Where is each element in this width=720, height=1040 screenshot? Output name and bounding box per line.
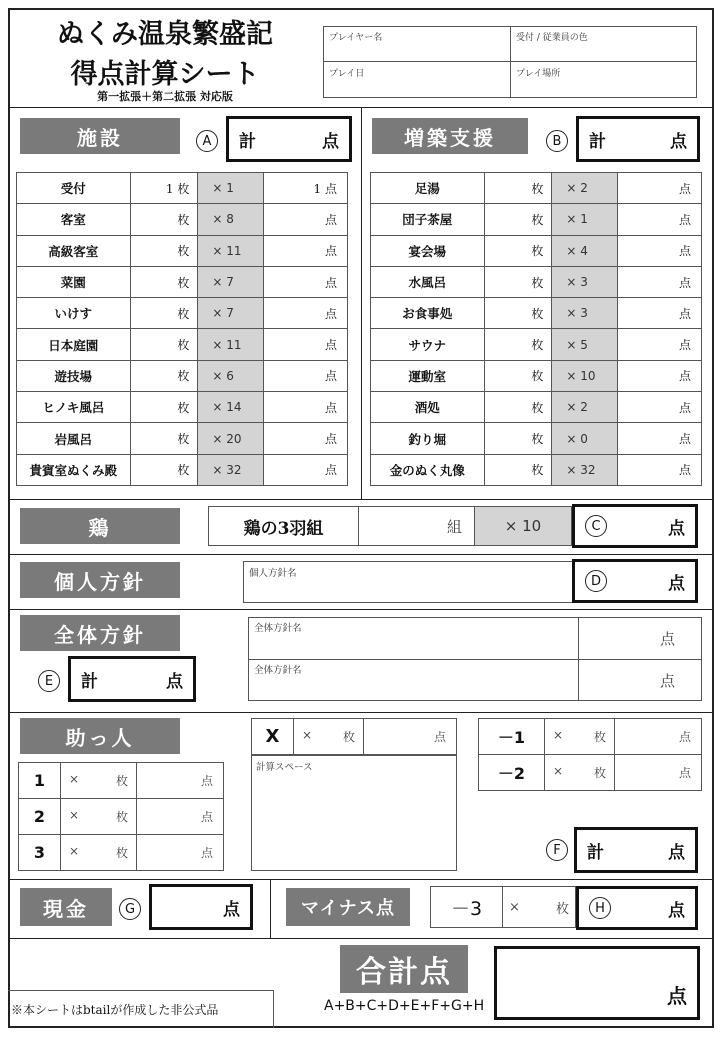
multiplier: × 0: [552, 423, 618, 454]
count-field[interactable]: 枚: [130, 423, 198, 454]
count-field[interactable]: 枚: [484, 329, 552, 360]
points-field[interactable]: 点: [264, 235, 348, 266]
multiplier: × 20: [198, 423, 264, 454]
helper-no: －1: [479, 719, 545, 755]
chicken-header: 鶏: [20, 508, 180, 544]
facilities-table: [16, 172, 348, 486]
overall-policy-header: 全体方針: [20, 615, 180, 651]
facilities-total-box[interactable]: [226, 116, 352, 162]
multiplier: × 11: [198, 329, 264, 360]
count-field[interactable]: 枚: [484, 392, 552, 423]
personal-total-box[interactable]: [572, 559, 698, 603]
multiplier: × 3: [552, 266, 618, 297]
item-name: 水風呂: [371, 266, 485, 297]
overall-points-1[interactable]: 点: [660, 630, 676, 648]
multiplier: × 2: [552, 173, 618, 204]
count-field[interactable]: 枚: [130, 360, 198, 391]
item-name: 貴賓室ぬくみ殿: [17, 454, 131, 485]
multiplier: × 14: [198, 392, 264, 423]
points-field[interactable]: 点: [618, 392, 702, 423]
item-name: 日本庭園: [17, 329, 131, 360]
divider: [8, 712, 714, 713]
helper-count-field[interactable]: [545, 719, 615, 755]
marker-a: A: [196, 130, 218, 152]
times-sign: ×: [69, 844, 80, 858]
points-field[interactable]: 点: [618, 204, 702, 235]
marker-b: B: [546, 130, 568, 152]
subtitle: 第一拡張＋第二拡張 対応版: [97, 90, 233, 103]
divider: [270, 879, 271, 938]
count-unit: 枚: [593, 730, 606, 744]
multiplier: × 10: [552, 360, 618, 391]
multiplier: × 32: [198, 454, 264, 485]
points-field[interactable]: 点: [264, 360, 348, 391]
points-field[interactable]: 点: [618, 360, 702, 391]
item-name: 釣り堀: [371, 423, 485, 454]
total-suffix: 点: [166, 671, 183, 692]
chicken-item: 鶏の3羽組: [209, 507, 359, 545]
helper-points-field[interactable]: 点: [137, 763, 224, 799]
helper-count-field[interactable]: [61, 835, 137, 871]
total-suffix: 点: [668, 518, 685, 539]
count-field[interactable]: 枚: [130, 235, 198, 266]
helpers-header: 助っ人: [20, 718, 180, 754]
grand-total-box[interactable]: [494, 946, 700, 1020]
total-prefix: 計: [81, 671, 98, 692]
expansion-row: [371, 298, 702, 329]
count-field[interactable]: 枚: [130, 454, 198, 485]
count-unit: 枚: [555, 901, 569, 917]
points-field[interactable]: 点: [618, 454, 702, 485]
marker-f: F: [546, 839, 568, 861]
divider: [8, 938, 714, 939]
item-name: サウナ: [371, 329, 485, 360]
points-field[interactable]: 点: [618, 423, 702, 454]
points-field[interactable]: 点: [264, 204, 348, 235]
expansion-row: [371, 423, 702, 454]
points-field[interactable]: 点: [264, 298, 348, 329]
helper-points-field[interactable]: 点: [137, 835, 224, 871]
helper-minus-table: [478, 718, 702, 791]
chicken-multiplier: × 10: [475, 507, 571, 545]
info-divider-v: [510, 26, 511, 98]
helper-row: [479, 755, 702, 791]
overall-divider-v: [578, 617, 579, 701]
facilities-row: [17, 266, 348, 297]
count-field[interactable]: 枚: [484, 235, 552, 266]
count-field[interactable]: 枚: [484, 204, 552, 235]
multiplier: × 3: [552, 298, 618, 329]
total-suffix: 点: [667, 984, 687, 1008]
helper-x-row: [252, 719, 457, 755]
marker-g: G: [119, 898, 141, 920]
expansion-row: [371, 454, 702, 485]
helper-x-points-field[interactable]: 点: [364, 719, 457, 755]
total-suffix: 点: [322, 131, 339, 152]
count-field[interactable]: 枚: [130, 204, 198, 235]
points-field[interactable]: 1 点: [264, 173, 348, 204]
multiplier: × 1: [552, 204, 618, 235]
helper-count-field[interactable]: [61, 763, 137, 799]
overall-policy-name-field-2[interactable]: 全体方針名: [254, 665, 302, 676]
total-prefix: 計: [587, 842, 604, 863]
expansion-total-box[interactable]: [576, 116, 700, 162]
helper-points-field[interactable]: 点: [137, 799, 224, 835]
multiplier: × 11: [198, 235, 264, 266]
count-field[interactable]: 枚: [130, 266, 198, 297]
points-field[interactable]: 点: [618, 266, 702, 297]
helper-no: 2: [19, 799, 61, 835]
overall-points-2[interactable]: 点: [660, 672, 676, 690]
multiplier: × 32: [552, 454, 618, 485]
multiplier: × 4: [552, 235, 618, 266]
minus-three-no: －3: [431, 887, 503, 927]
helper-points-field[interactable]: 点: [615, 755, 702, 791]
overall-divider-h: [248, 659, 702, 660]
item-name: 菜園: [17, 266, 131, 297]
multiplier: × 7: [198, 266, 264, 297]
multiplier: × 7: [198, 298, 264, 329]
personal-policy-name-field[interactable]: 個人方針名: [243, 561, 573, 603]
points-field[interactable]: 点: [618, 329, 702, 360]
expansion-header: 増築支援: [372, 118, 528, 154]
player-name-field[interactable]: プレイヤー名: [329, 33, 383, 43]
item-name: 運動室: [371, 360, 485, 391]
expansion-row: [371, 392, 702, 423]
chicken-total-box[interactable]: [572, 504, 698, 548]
count-field[interactable]: 枚: [130, 329, 198, 360]
expansion-row: [371, 266, 702, 297]
facilities-row: [17, 454, 348, 485]
facilities-row: [17, 360, 348, 391]
count-unit: 枚: [115, 774, 128, 788]
count-unit: 枚: [342, 730, 355, 744]
multiplier: × 8: [198, 204, 264, 235]
count-field[interactable]: 枚: [130, 392, 198, 423]
helper-row: [19, 835, 224, 871]
expansion-row: [371, 173, 702, 204]
count-field[interactable]: 枚: [484, 298, 552, 329]
item-name: 宴会場: [371, 235, 485, 266]
marker-e: E: [38, 670, 60, 692]
total-prefix: 計: [239, 131, 256, 152]
divider: [361, 107, 362, 499]
times-sign: ×: [69, 772, 80, 786]
helper-no: 3: [19, 835, 61, 871]
chicken-row: [208, 506, 572, 546]
expansion-table: [370, 172, 702, 486]
count-field[interactable]: 1 枚: [130, 173, 198, 204]
total-formula: A+B+C+D+E+F+G+H: [324, 998, 485, 1014]
total-suffix: 点: [668, 842, 685, 863]
item-name: 受付: [17, 173, 131, 204]
facilities-row: [17, 204, 348, 235]
item-name: 金のぬく丸像: [371, 454, 485, 485]
count-unit: 枚: [115, 810, 128, 824]
helper-count-field[interactable]: [545, 755, 615, 791]
total-prefix: 計: [589, 131, 606, 152]
total-suffix: 点: [668, 573, 685, 594]
points-field[interactable]: 点: [264, 423, 348, 454]
helper-row: [19, 799, 224, 835]
disclaimer-note: ※本シートはbtailが作成した非公式品: [8, 990, 274, 1028]
helper-points-field[interactable]: 点: [615, 719, 702, 755]
divider: [8, 609, 714, 610]
total-suffix: 点: [223, 899, 240, 920]
count-field[interactable]: 枚: [484, 423, 552, 454]
marker-d: D: [585, 570, 607, 592]
multiplier: × 5: [552, 329, 618, 360]
points-field[interactable]: 点: [264, 454, 348, 485]
item-name: 足湯: [371, 173, 485, 204]
title-line1: ぬくみ温泉繁盛記: [57, 19, 273, 50]
points-field[interactable]: 点: [264, 266, 348, 297]
multiplier: × 1: [198, 173, 264, 204]
play-date-field[interactable]: プレイ日: [329, 69, 365, 79]
facilities-row: [17, 173, 348, 204]
count-unit: 枚: [593, 766, 606, 780]
item-name: いけす: [17, 298, 131, 329]
helpers-table: [18, 762, 224, 871]
divider: [8, 879, 714, 880]
points-field[interactable]: 点: [618, 298, 702, 329]
divider: [8, 499, 714, 500]
item-name: 高級客室: [17, 235, 131, 266]
helpers-total-box[interactable]: [574, 827, 698, 873]
item-name: お食事処: [371, 298, 485, 329]
facilities-row: [17, 235, 348, 266]
helper-count-field[interactable]: [61, 799, 137, 835]
minus-points-header: マイナス点: [286, 888, 410, 926]
facilities-header: 施設: [20, 118, 180, 154]
minus-three-count-field[interactable]: [503, 887, 575, 927]
helper-no: －2: [479, 755, 545, 791]
facilities-row: [17, 329, 348, 360]
helper-x-no: X: [252, 719, 294, 755]
chicken-count-field[interactable]: 組: [359, 507, 475, 545]
points-field[interactable]: 点: [618, 235, 702, 266]
points-field[interactable]: 点: [618, 173, 702, 204]
personal-policy-header: 個人方針: [20, 562, 180, 598]
multiplier: × 6: [198, 360, 264, 391]
count-field[interactable]: 枚: [484, 454, 552, 485]
helper-row: [19, 763, 224, 799]
minus-three-row: [430, 886, 576, 928]
helper-x-table: [251, 718, 457, 755]
times-sign: ×: [302, 728, 313, 742]
grand-total-header: 合計点: [340, 945, 468, 993]
expansion-row: [371, 204, 702, 235]
helper-no: 1: [19, 763, 61, 799]
facilities-row: [17, 298, 348, 329]
play-place-field[interactable]: プレイ場所: [516, 69, 561, 79]
facilities-row: [17, 392, 348, 423]
item-name: 酒処: [371, 392, 485, 423]
item-name: 団子茶屋: [371, 204, 485, 235]
calc-space-field[interactable]: 計算スペース: [251, 755, 457, 871]
cash-total-box[interactable]: [149, 884, 253, 930]
staff-color-field[interactable]: 受付 / 従業員の色: [516, 33, 588, 43]
title-line2: 得点計算シート: [70, 59, 260, 90]
count-field[interactable]: 枚: [484, 173, 552, 204]
marker-h: H: [589, 897, 611, 919]
expansion-row: [371, 360, 702, 391]
count-field[interactable]: 枚: [130, 298, 198, 329]
expansion-row: [371, 235, 702, 266]
item-name: 客室: [17, 204, 131, 235]
count-field[interactable]: 枚: [484, 266, 552, 297]
multiplier: × 2: [552, 392, 618, 423]
helper-x-count-field[interactable]: [294, 719, 364, 755]
cash-header: 現金: [20, 888, 112, 926]
divider: [8, 554, 714, 555]
count-field[interactable]: 枚: [484, 360, 552, 391]
item-name: ヒノキ風呂: [17, 392, 131, 423]
times-sign: ×: [553, 764, 564, 778]
minus-total-box[interactable]: [576, 886, 698, 930]
total-suffix: 点: [668, 900, 685, 921]
helper-row: [479, 719, 702, 755]
item-name: 遊技場: [17, 360, 131, 391]
overall-total-box[interactable]: [68, 656, 196, 702]
times-sign: ×: [509, 899, 520, 915]
points-field[interactable]: 点: [264, 392, 348, 423]
item-name: 岩風呂: [17, 423, 131, 454]
marker-c: C: [585, 515, 607, 537]
count-unit: 枚: [115, 846, 128, 860]
total-suffix: 点: [670, 131, 687, 152]
overall-policy-name-field-1[interactable]: 全体方針名: [254, 623, 302, 634]
points-field[interactable]: 点: [264, 329, 348, 360]
times-sign: ×: [69, 808, 80, 822]
times-sign: ×: [553, 728, 564, 742]
facilities-row: [17, 423, 348, 454]
expansion-row: [371, 329, 702, 360]
